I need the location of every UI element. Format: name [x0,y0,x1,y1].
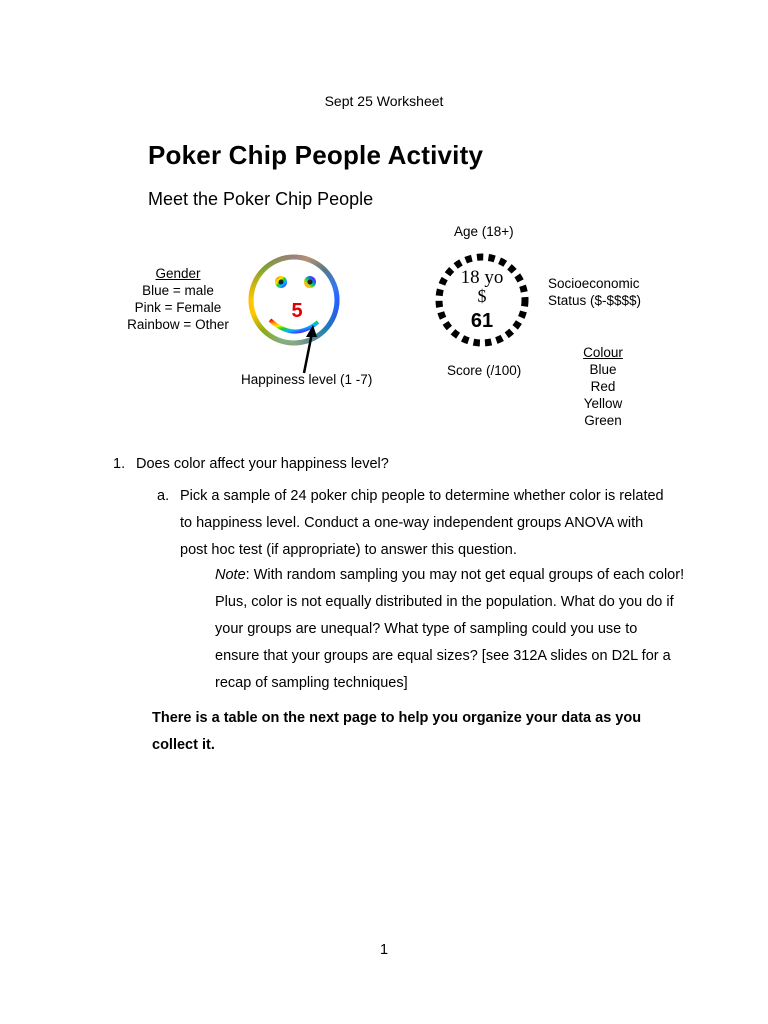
sampling-note [215,562,685,697]
chip-money: $ [477,286,487,306]
gender-legend [118,265,238,333]
question-1 [113,456,389,472]
table-note: There is a table on the next page to help you organize your data as you collect it. [152,710,642,753]
ses-label [548,275,641,309]
colour-item-1: Blue [589,362,617,377]
question-1a-letter: a. [157,488,170,504]
chip-age: 18 yo [460,267,504,288]
gender-line-2: Pink = Female [134,300,222,315]
page-number: 1 [379,942,389,958]
question-1-number: 1. [113,456,126,472]
question-1a [157,483,667,564]
score-label: Score (/100) [447,363,522,378]
gender-line-1: Blue = male [142,283,214,298]
question-1-text: Does color affect your happiness level? [136,456,389,472]
happiness-label: Happiness level (1 -7) [241,372,373,387]
page-title: Poker Chip People Activity [148,140,484,170]
chip-score: 61 [470,310,494,332]
happiness-value: 5 [291,300,303,322]
age-label: Age (18+) [454,224,514,239]
right-eye-icon [304,276,316,288]
ses-line-2: Status ($-$$$$) [548,293,642,308]
worksheet-header: Sept 25 Worksheet [324,93,444,109]
colour-item-3: Yellow [583,396,623,411]
colour-heading: Colour [583,345,623,360]
question-1a-text: Pick a sample of 24 poker chip people to determine whether color is related to happiness level. Conduct a one-way independent groups ANOVA with post hoc test (if appropriate) to answer this question. [180,488,664,558]
left-eye-icon [275,276,287,288]
page-subtitle: Meet the Poker Chip People [148,189,374,209]
poker-chip-illustration [432,250,532,350]
colour-legend [563,344,643,429]
gender-line-3: Rainbow = Other [127,317,229,332]
ses-line-1: Socioeconomic [548,276,640,291]
gender-heading: Gender [155,266,201,281]
note-label: Note [215,567,246,583]
colour-item-4: Green [584,413,622,428]
colour-item-2: Red [590,379,616,394]
note-text: : With random sampling you may not get equal groups of each color! Plus, color is not equally distributed in the population. What do you do if your groups are unequal? What type of sampling could you use to ensure that your groups are equal sizes? [see 312A slides on D2L for a recap of sampling techniques] [215,567,685,691]
happiness-arrow-icon [290,325,330,375]
